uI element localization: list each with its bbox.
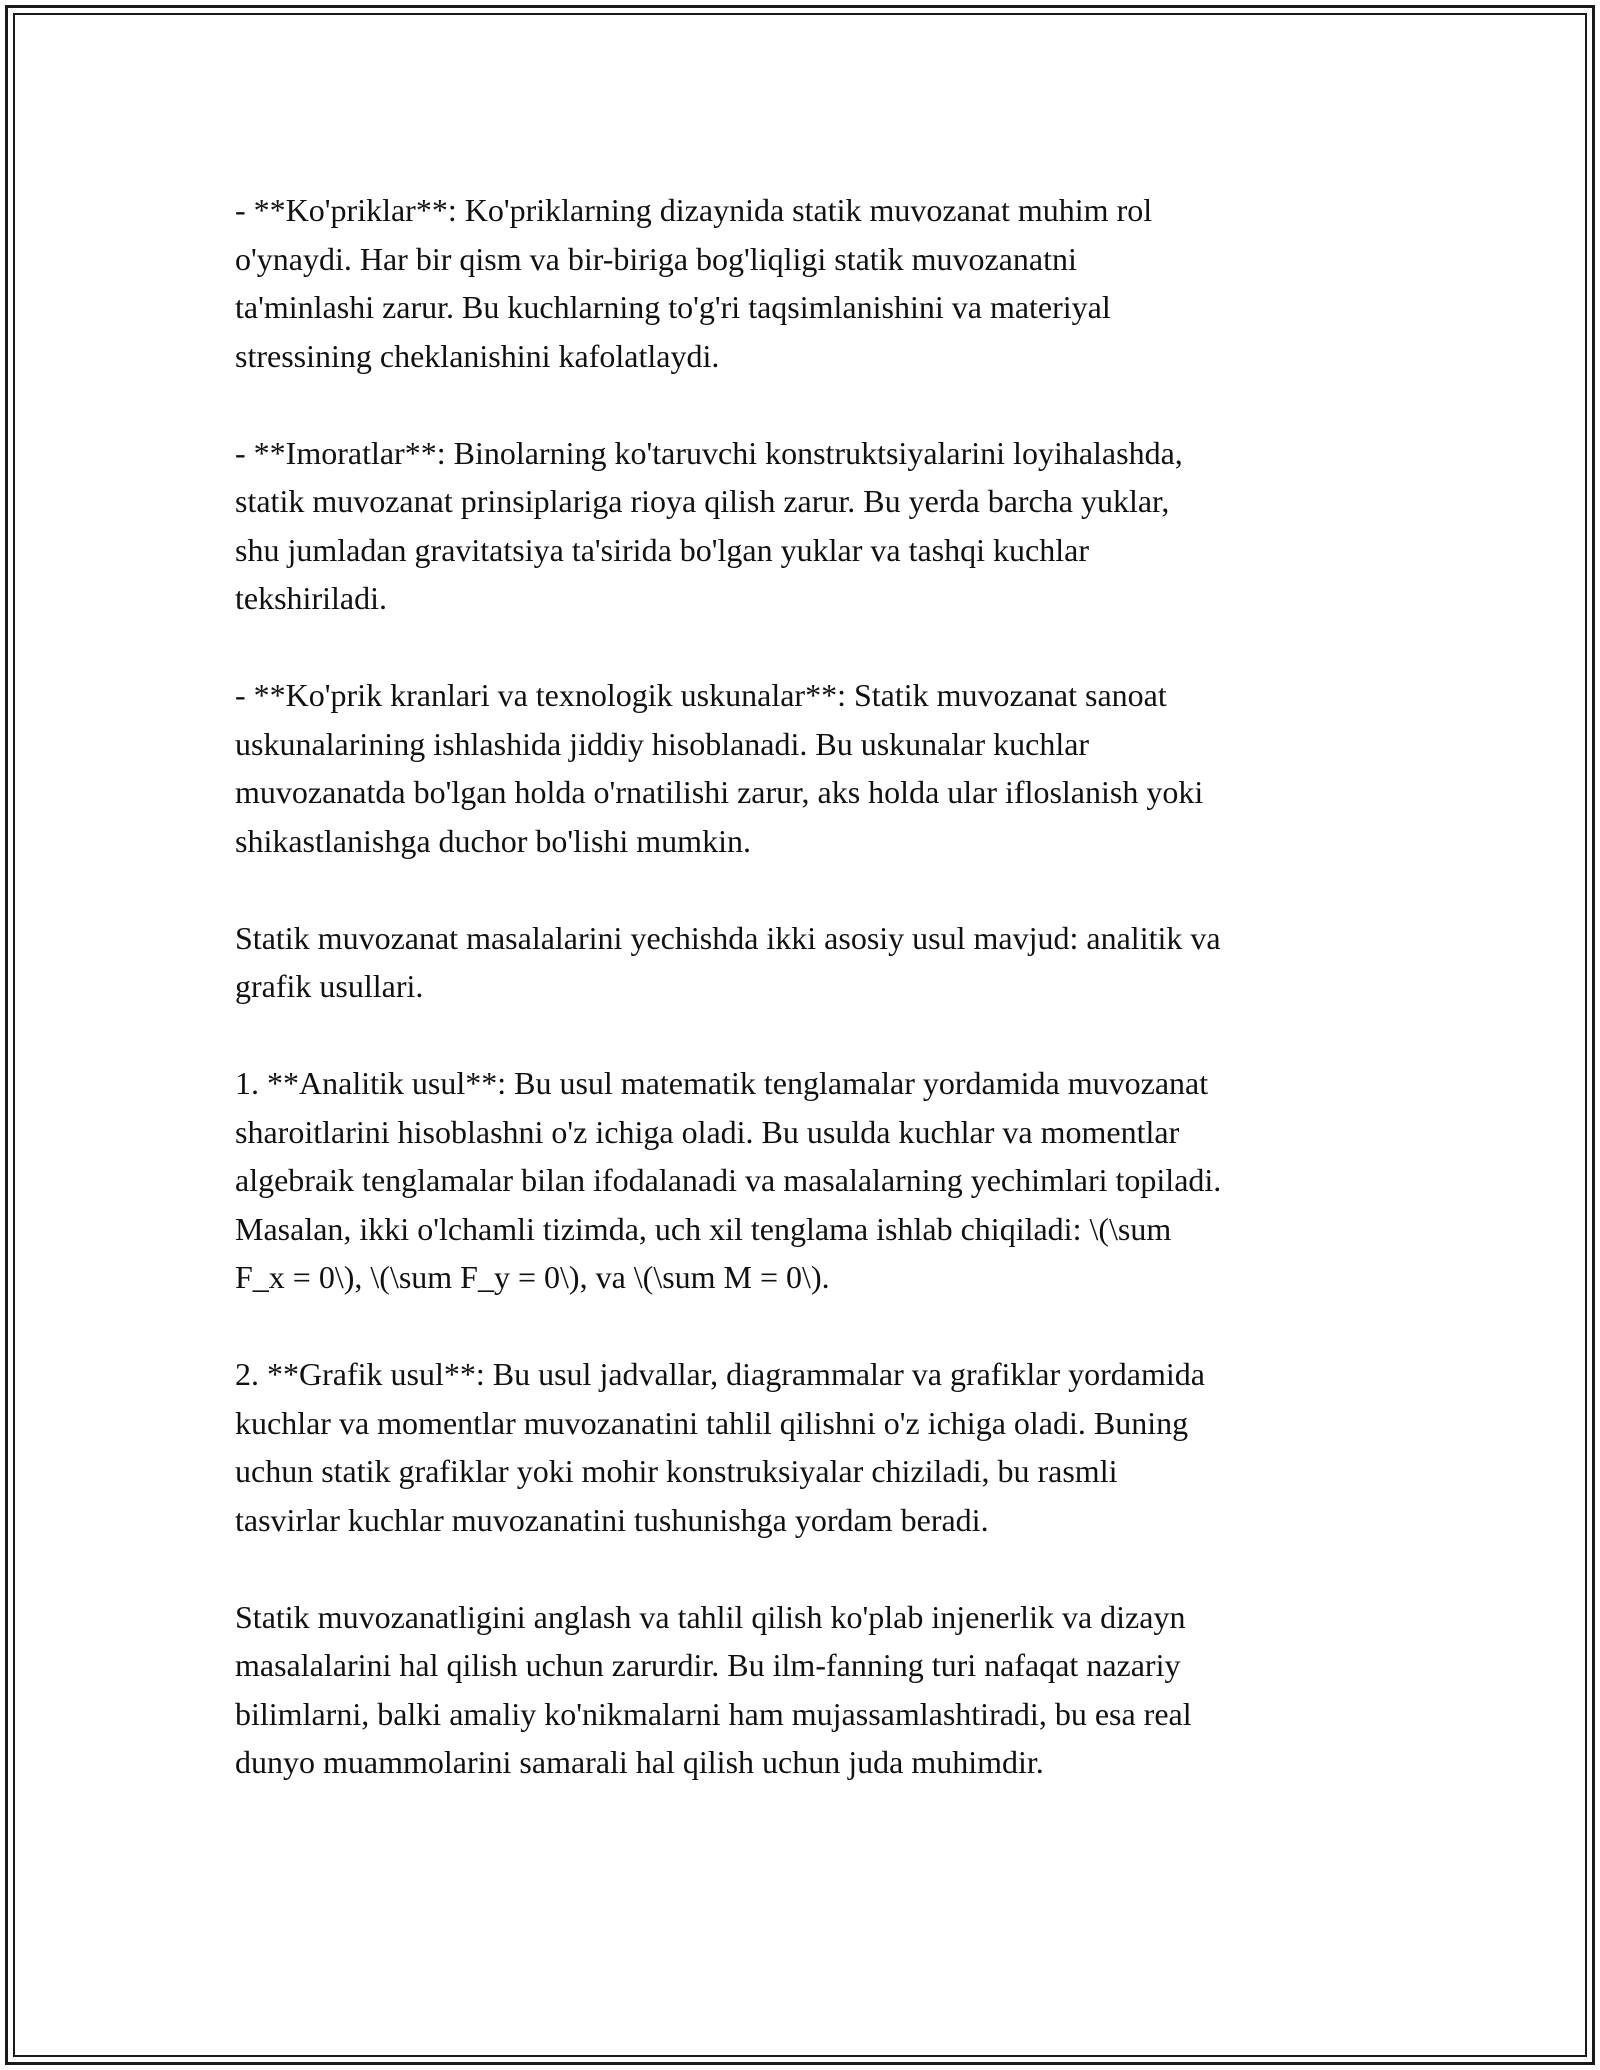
paragraph-conclusion: Statik muvozanatligini anglash va tahlil qilish ko'plab injenerlik va dizayn masalalarini hal qilish uchun zarurdir. Bu ilm-fanning turi nafaqat nazariy bilimlarni, balki amaliy ko'nikmalarni ham mujassamlashtiradi, bu esa real dunyo muammolarini samarali hal qilish uchun juda muhimdir. [235,1598,1192,1780]
paragraph-cranes-equipment: - **Ko'prik kranlari va texnologik uskunalar**: Statik muvozanat sanoat uskunalarining ishlashida jiddiy hisoblanadi. Bu uskunalar kuchlar muvozanatda bo'lgan holda o'rnatilishi zarur, aks holda ular ifloslanish yoki shikastlanishga duchor bo'lishi mumkin. [235,677,1204,859]
paragraph-methods-intro: Statik muvozanat masalalarini yechishda ikki asosiy usul mavjud: analitik va grafik usullari. [235,919,1221,1004]
paragraph-buildings: - **Imoratlar**: Binolarning ko'taruvchi konstruktsiyalarini loyihalashda, statik muvozanat prinsiplariga rioya qilish zarur. Bu yerda barcha yuklar, shu jumladan gravitatsiya ta'sirida bo'lgan yuklar va tashqi kuchlar tekshiriladi. [235,434,1183,616]
document-body [235,186,1385,1835]
paragraph-graphic-method: 2. **Grafik usul**: Bu usul jadvallar, diagrammalar va grafiklar yordamida kuchlar va momentlar muvozanatini tahlil qilishni o'z ichiga oladi. Buning uchun statik grafiklar yoki mohir konstruksiyalar chiziladi, bu rasmli tasvirlar kuchlar muvozanatini tushunishga yordam beradi. [235,1356,1205,1538]
paragraph-bridges: - **Ko'priklar**: Ko'priklarning dizaynida statik muvozanat muhim rol o'ynaydi. Har bir qism va bir-biriga bog'liqligi statik muvozanatni ta'minlashi zarur. Bu kuchlarning to'g'ri taqsimlanishini va materiyal stressining cheklanishini kafolatlaydi. [235,192,1153,374]
paragraph-analytic-method: 1. **Analitik usul**: Bu usul matematik tenglamalar yordamida muvozanat sharoitlarini hisoblashni o'z ichiga oladi. Bu usulda kuchlar va momentlar algebraik tenglamalar bilan ifodalanadi va masalalarning yechimlari topiladi. Masalan, ikki o'lchamli tizimda, uch xil tenglama ishlab chiqiladi: \(\sum F_x = 0\), \(\sum F_y = 0\), va \(\sum M = 0\). [235,1065,1222,1295]
